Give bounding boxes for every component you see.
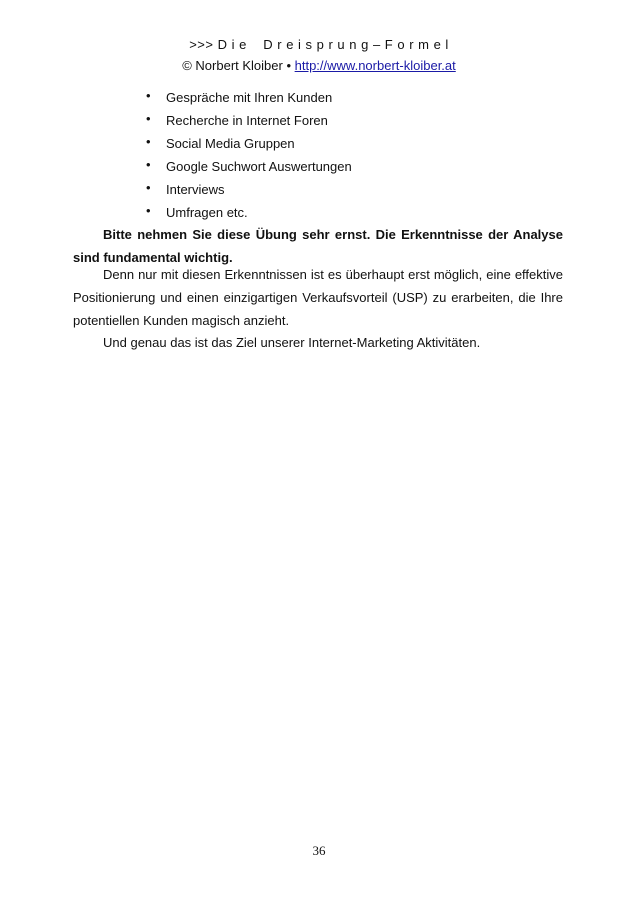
bullet-icon: • [146, 134, 151, 149]
bullet-icon: • [146, 88, 151, 103]
list-item [146, 86, 352, 109]
list-item [146, 109, 352, 132]
list-item-text: Interviews [166, 182, 225, 197]
list-item-text: Gespräche mit Ihren Kunden [166, 90, 333, 105]
page-number: 36 [312, 843, 326, 858]
author-website-link[interactable]: http://www.norbert-kloiber.at [294, 58, 456, 73]
list-item [146, 132, 352, 155]
paragraph-positioning-usp: Denn nur mit diesen Erkenntnissen ist es überhaupt erst möglich, eine effektive Positionierung und einen einzigartigen Verkaufsvorteil (USP) zu erarbeiten, die Ihre potentiellen Kunden magisch anzieht. [73, 267, 563, 328]
copyright-text: © Norbert Kloiber • [182, 58, 295, 73]
list-item-text: Social Media Gruppen [166, 136, 295, 151]
list-item-text: Recherche in Internet Foren [166, 113, 328, 128]
research-methods-list [146, 86, 352, 224]
list-item [146, 201, 352, 224]
bullet-icon: • [146, 203, 151, 218]
list-item-text: Google Suchwort Auswertungen [166, 159, 352, 174]
list-item-text: Umfragen etc. [166, 205, 248, 220]
paragraph-marketing-goal: Und genau das ist das Ziel unserer Internet-Marketing Aktivitäten. [103, 335, 481, 350]
paragraph-analysis-importance: Bitte nehmen Sie diese Übung sehr ernst. Die Erkenntnisse der Analyse sind fundamental wichtig. [73, 227, 563, 265]
document-header-title: >>> D i e D r e i s p r u n g – F o r m e l [189, 37, 449, 52]
bullet-icon: • [146, 157, 151, 172]
bullet-icon: • [146, 180, 151, 195]
bullet-icon: • [146, 111, 151, 126]
list-item [146, 178, 352, 201]
list-item [146, 155, 352, 178]
document-header-copyright [0, 58, 638, 73]
